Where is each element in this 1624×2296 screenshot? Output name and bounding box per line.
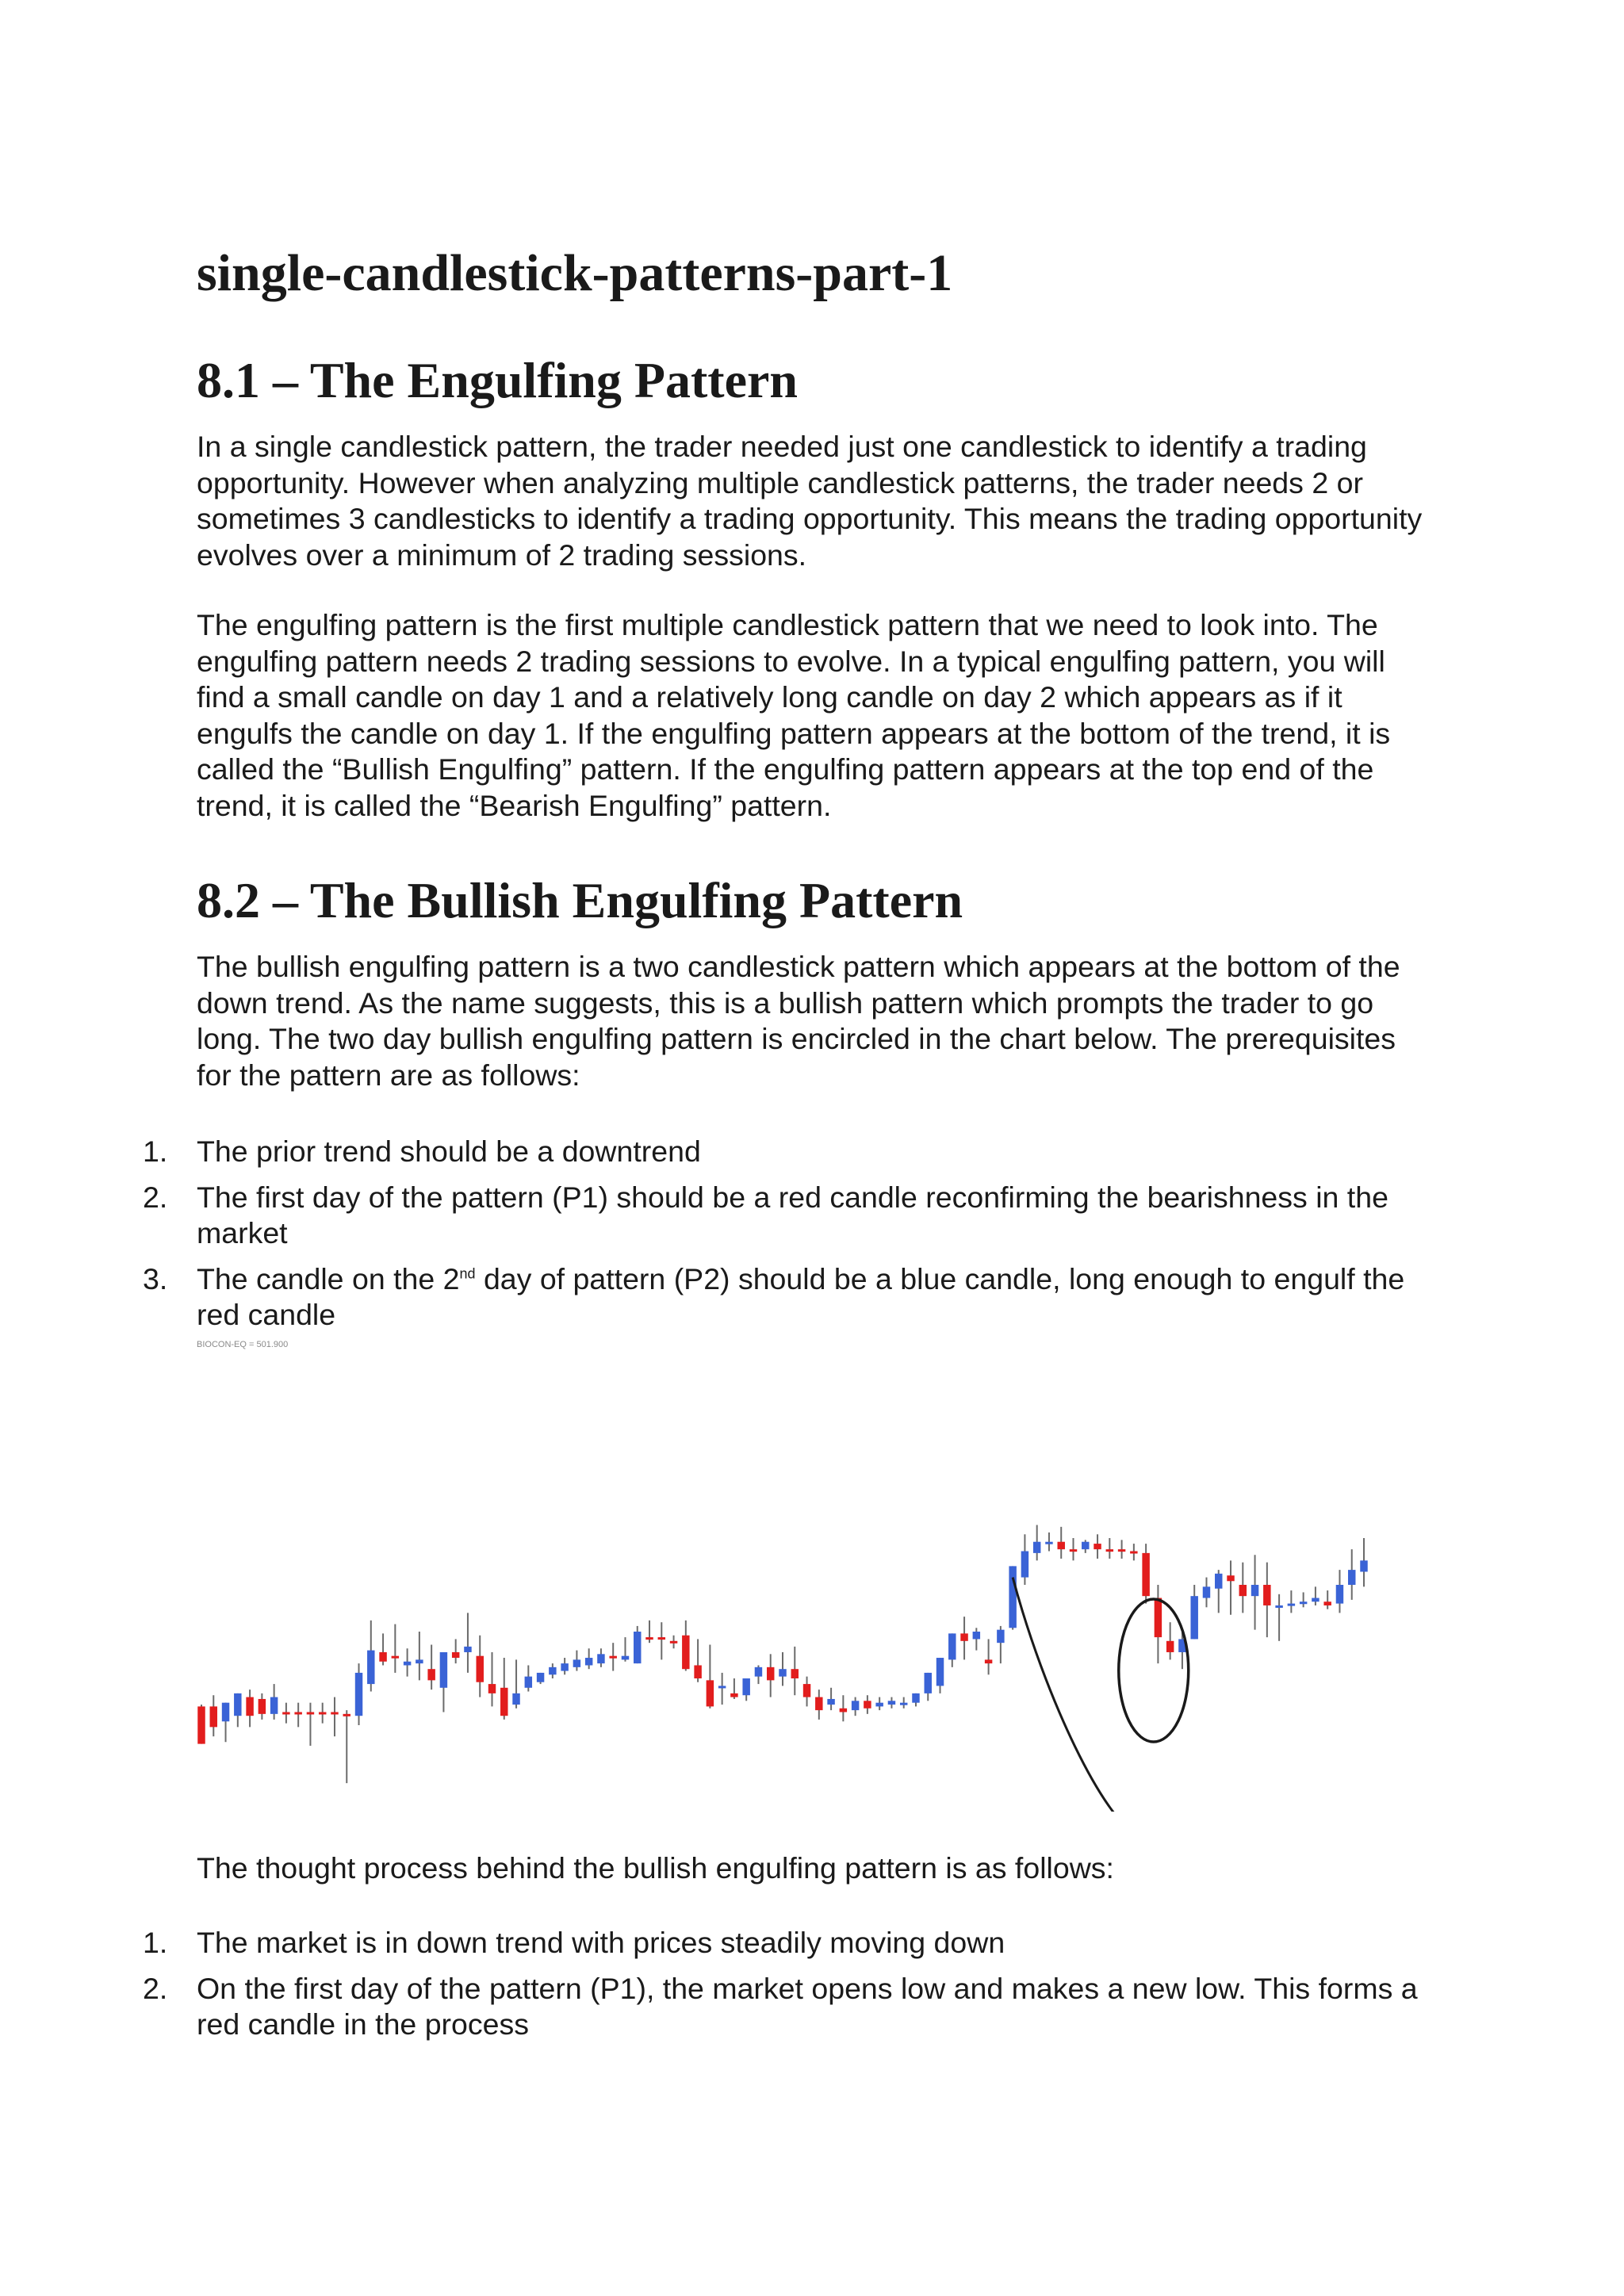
list-item-text: The candle on the 2nd day of pattern (P2) should be a blue candle, long enough to engulf the red candle [197, 1261, 1405, 1331]
chart-ticker-label: BIOCON-EQ = 501.900 [197, 1340, 289, 1349]
candle-body-down [452, 1652, 459, 1658]
candle-body-up [742, 1678, 749, 1695]
list-number: 2. [143, 1180, 168, 1214]
candle-body-up [997, 1630, 1004, 1644]
candle-body-up [355, 1673, 362, 1716]
candlestick-chart [197, 1336, 1386, 1812]
candle-body-down [1227, 1575, 1234, 1581]
candle-body-up [948, 1633, 956, 1659]
engulfing-annotation-ellipse [1119, 1599, 1189, 1742]
candle-body-up [416, 1659, 423, 1663]
list-item [143, 1261, 1435, 1334]
candle-body-up [936, 1658, 944, 1686]
list-number: 2. [143, 1971, 168, 2005]
candle-body-up [1045, 1542, 1052, 1544]
candle-body-up [1251, 1585, 1258, 1596]
candle-body-down [488, 1684, 496, 1693]
candle-body-up [525, 1677, 532, 1688]
candle-body-up [440, 1652, 447, 1688]
candle-body-up [622, 1656, 629, 1660]
candle-body-down [392, 1656, 399, 1659]
candle-body-up [755, 1667, 762, 1677]
candle-body-down [1094, 1544, 1101, 1549]
candle-body-down [307, 1712, 314, 1714]
candle-body-down [767, 1667, 774, 1681]
candle-body-down [840, 1709, 847, 1712]
candle-body-down [1118, 1549, 1125, 1552]
candle-body-down [319, 1712, 326, 1714]
candle-body-down [500, 1688, 508, 1716]
candle-body-up [827, 1699, 834, 1705]
candle-body-up [1190, 1596, 1197, 1639]
candle-body-down [294, 1712, 301, 1714]
candle-body-down [670, 1641, 677, 1644]
candle-body-down [730, 1693, 737, 1697]
candle-body-down [985, 1659, 992, 1663]
candle-body-down [1106, 1549, 1113, 1552]
candle-body-down [645, 1637, 653, 1640]
candle-body-up [1203, 1586, 1210, 1598]
candle-body-up [464, 1647, 471, 1652]
candle-body-up [912, 1693, 919, 1703]
candle-body-up [537, 1673, 544, 1682]
candle-body-down [1263, 1585, 1270, 1605]
candle-body-down [331, 1712, 338, 1714]
candle-body-down [1130, 1552, 1137, 1554]
candle-body-up [1348, 1570, 1355, 1585]
candle-body-up [718, 1686, 726, 1688]
candle-body-down [427, 1669, 435, 1680]
candle-body-up [222, 1703, 229, 1722]
candle-body-up [1215, 1574, 1222, 1589]
candle-body-up [852, 1701, 859, 1710]
candle-body-up [597, 1654, 604, 1663]
candle-body-up [1082, 1542, 1089, 1549]
candle-body-down [246, 1697, 253, 1716]
paragraph-bullish-engulfing: The bullish engulfing pattern is a two candlestick pattern which appears at the bottom of the down trend. As the name suggests, this is a bullish pattern which prompts the trader to go long. The two day bullish engulfing pattern is encircled in the chart below. The prerequisites for the pattern are as follows: [197, 950, 1400, 1092]
candle-body-up [1275, 1605, 1282, 1608]
candle-body-up [973, 1632, 980, 1639]
candle-body-up [1288, 1604, 1295, 1606]
candle-body-down [1166, 1641, 1174, 1652]
candle-body-down [803, 1684, 810, 1697]
candle-body-up [512, 1693, 519, 1705]
candle-body-down [791, 1669, 799, 1678]
candle-body-up [1300, 1601, 1307, 1604]
candle-body-up [888, 1701, 895, 1705]
section-heading-bullish-engulfing: 8.2 – The Bullish Engulfing Pattern [197, 872, 963, 928]
candle-body-down [960, 1633, 967, 1640]
candle-body-up [634, 1632, 641, 1663]
superscript: nd [459, 1265, 476, 1281]
candle-body-up [573, 1659, 580, 1667]
candle-body-up [270, 1697, 278, 1714]
list-number: 1. [143, 1135, 168, 1168]
candles-group [197, 1525, 1367, 1783]
paragraph-engulfing-definition: The engulfing pattern is the first multiple candlestick pattern that we need to look into. The engulfing pattern needs 2 trading sessions to evolve. In a typical engulfing pattern, you will find a small candle on day 1 and a relatively long candle on day 2 which appears as if it engulfs the candle on day 1. If the engulfing pattern appears at the bottom of the trend, it is called the “Bullish Engulfing” pattern. If the engulfing pattern appears at the top end of the trend, it is called the “Bearish Engulfing” pattern. [197, 608, 1391, 822]
candle-body-down [1155, 1598, 1162, 1638]
list-number: 3. [143, 1261, 168, 1295]
candle-body-up [1360, 1560, 1367, 1571]
candle-body-down [197, 1706, 205, 1743]
candle-body-down [658, 1637, 665, 1640]
list-item [143, 1925, 1435, 1961]
list-item-text: The market is in down trend with prices steadily moving down [197, 1926, 1005, 1959]
list-item-text: On the first day of the pattern (P1), the market opens low and makes a new low. This forms a red candle in the process [197, 1971, 1418, 2041]
list-number: 1. [143, 1926, 168, 1959]
candle-body-down [259, 1699, 266, 1714]
candle-body-up [779, 1669, 786, 1676]
candlestick-chart-svg [197, 1336, 1386, 1812]
candle-body-down [815, 1697, 822, 1711]
document-title: single-candlestick-patterns-part-1 [197, 244, 953, 302]
candle-body-up [234, 1693, 241, 1716]
candle-body-up [585, 1658, 592, 1665]
candle-body-up [549, 1667, 556, 1674]
candle-body-down [609, 1656, 616, 1659]
candle-body-down [343, 1714, 350, 1716]
candle-body-up [1033, 1542, 1040, 1553]
list-item [143, 1134, 1435, 1170]
candle-body-down [1057, 1542, 1064, 1549]
candle-body-up [367, 1651, 374, 1684]
list-item [143, 1971, 1435, 2043]
candle-body-down [694, 1665, 701, 1678]
candle-body-down [1323, 1601, 1331, 1605]
paragraph-thought-process: The thought process behind the bullish engulfing pattern is as follows: [197, 1851, 1114, 1885]
candle-body-up [900, 1703, 907, 1705]
candle-body-down [1070, 1549, 1077, 1552]
candle-body-down [476, 1656, 483, 1682]
candle-body-up [1021, 1552, 1028, 1578]
candle-body-up [1009, 1566, 1016, 1628]
candle-body-down [282, 1712, 289, 1714]
candle-body-up [875, 1703, 883, 1707]
candle-body-down [1239, 1585, 1247, 1596]
candle-body-down [682, 1636, 689, 1669]
candle-body-down [864, 1701, 871, 1708]
candle-body-up [561, 1663, 568, 1670]
candle-body-up [1336, 1585, 1343, 1604]
candle-body-up [925, 1673, 932, 1693]
list-item-text: The prior trend should be a downtrend [197, 1135, 701, 1168]
section-heading-engulfing: 8.1 – The Engulfing Pattern [197, 352, 798, 408]
candle-body-down [707, 1680, 714, 1706]
candle-body-up [1312, 1598, 1319, 1602]
list-item [143, 1180, 1435, 1252]
paragraph-intro: In a single candlestick pattern, the trader needed just one candlestick to identify a trading opportunity. However when analyzing multiple candlestick patterns, the trader needs 2 or sometimes 3 candlesticks to identify a trading opportunity. This means the trading opportunity evolves over a minimum of 2 trading sessions. [197, 430, 1423, 572]
thought-process-list [143, 1925, 1435, 2053]
candle-body-down [379, 1652, 386, 1662]
candle-body-down [210, 1706, 217, 1727]
prerequisites-list [143, 1134, 1435, 1343]
candle-body-down [1142, 1553, 1149, 1596]
list-item-text: The first day of the pattern (P1) should be a red candle reconfirming the bearishness in the market [197, 1180, 1388, 1249]
candle-body-up [404, 1662, 411, 1666]
